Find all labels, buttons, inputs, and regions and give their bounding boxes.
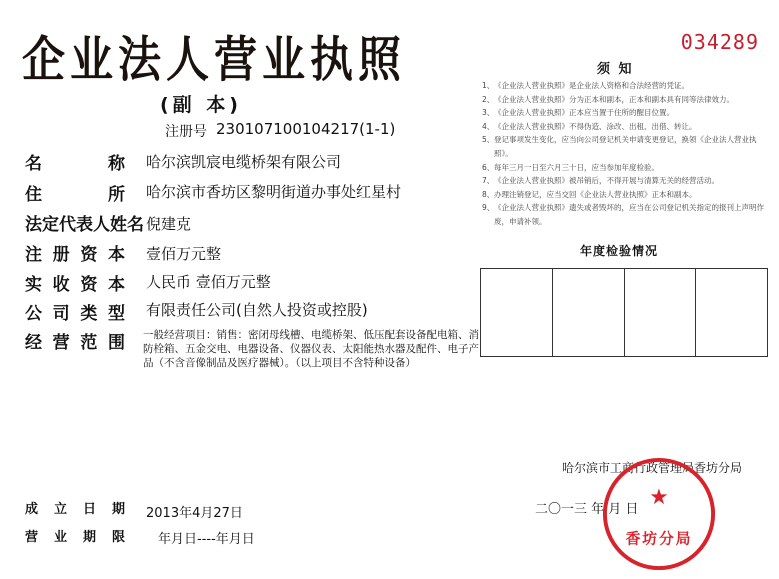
seal-star-icon: ★ (649, 485, 669, 511)
annual-inspection-grid (480, 268, 768, 357)
notice-item: 7、 《企业法人营业执照》被吊销后，不得开展与清算无关的经营活动。 (482, 176, 719, 186)
field-label-business-scope: 经 营 范 围 (25, 333, 125, 353)
notice-item: 8、 办理注销登记，应当交回《企业法人营业执照》正本和副本。 (482, 189, 697, 199)
inspection-cell (553, 269, 625, 356)
notice-list (482, 79, 772, 229)
copy-label: (副 本) (160, 94, 242, 116)
serial-number: 034289 (680, 30, 759, 54)
date-value-established: 2013年4月27日 (146, 506, 243, 521)
field-value-legal-rep: 倪建克 (146, 215, 192, 233)
reg-no-value: 230107100104217(1-1) (216, 120, 396, 138)
field-label-legal-rep: 法定代表人姓名 (25, 215, 144, 235)
field-label-company-type: 公 司 类 型 (25, 304, 125, 324)
field-value-business-scope: 一般经营项目：销售：密闭母线槽、电缆桥架、低压配套设备配电箱、消防栓箱、五金交电、电器设备、仪器仪表、太阳能热水器及配件、电子产品（不含音像制品及医疗器械）。（以上项目不含特种设备） (143, 329, 479, 369)
notice-item: 2、 《企业法人营业执照》分为正本和副本，正本和副本具有同等法律效力。 (482, 94, 734, 104)
field-label-paid-capital: 实 收 资 本 (25, 275, 125, 295)
field-label-name: 名 称 (25, 154, 125, 174)
annual-inspection-title: 年度检验情况 (580, 244, 659, 258)
seal-ring (605, 460, 713, 568)
field-value-name: 哈尔滨凯宸电缆桥架有限公司 (146, 153, 342, 171)
field-label-registered-capital: 注 册 资 本 (25, 245, 125, 265)
date-value-term: 年月日----年月日 (158, 532, 255, 547)
notice-item: 3、 《企业法人营业执照》正本应当置于住所的醒目位置。 (482, 108, 674, 118)
notice-title: 须 知 (597, 62, 634, 77)
field-label-address: 住 所 (25, 185, 125, 205)
notice-item: 5、 登记事项发生变化，应当向公司登记机关申请变更登记，换领《企业法人营业执照》。 (482, 135, 757, 158)
signing-date: 二〇一三 年 月 日 (535, 502, 639, 517)
notice-item: 4、 《企业法人营业执照》不得伪造、涂改、出租、出借、转让。 (482, 121, 697, 131)
notice-item: 6、 每年三月一日至六月三十日，应当参加年度检验。 (482, 162, 659, 172)
field-value-address: 哈尔滨市香坊区黎明街道办事处红星村 (146, 183, 402, 201)
field-value-company-type: 有限责任公司(自然人投资或控股) (146, 301, 368, 319)
issuing-authority: 哈尔滨市工商行政管理局香坊分局 (562, 461, 743, 475)
inspection-cell (625, 269, 697, 356)
reg-no-label: 注册号 (165, 124, 207, 140)
seal-text: 香坊分局 (625, 531, 693, 548)
notice-item: 1、 《企业法人营业执照》是企业法人资格和合法经营的凭证。 (482, 81, 689, 90)
inspection-cell (696, 269, 767, 356)
field-value-registered-capital: 壹佰万元整 (146, 245, 222, 263)
inspection-cell (481, 269, 553, 356)
notice-item: 9、 《企业法人营业执照》遗失或者毁坏的，应当在公司登记机关指定的报刊上声明作废，申请补领。 (482, 203, 764, 226)
license-title: 企业法人营业执照 (22, 32, 406, 89)
date-label-established: 成 立 日 期 (25, 502, 125, 517)
date-label-term: 营 业 期 限 (25, 530, 125, 545)
official-seal (600, 455, 718, 573)
field-value-paid-capital: 人民币 壹佰万元整 (146, 273, 271, 291)
